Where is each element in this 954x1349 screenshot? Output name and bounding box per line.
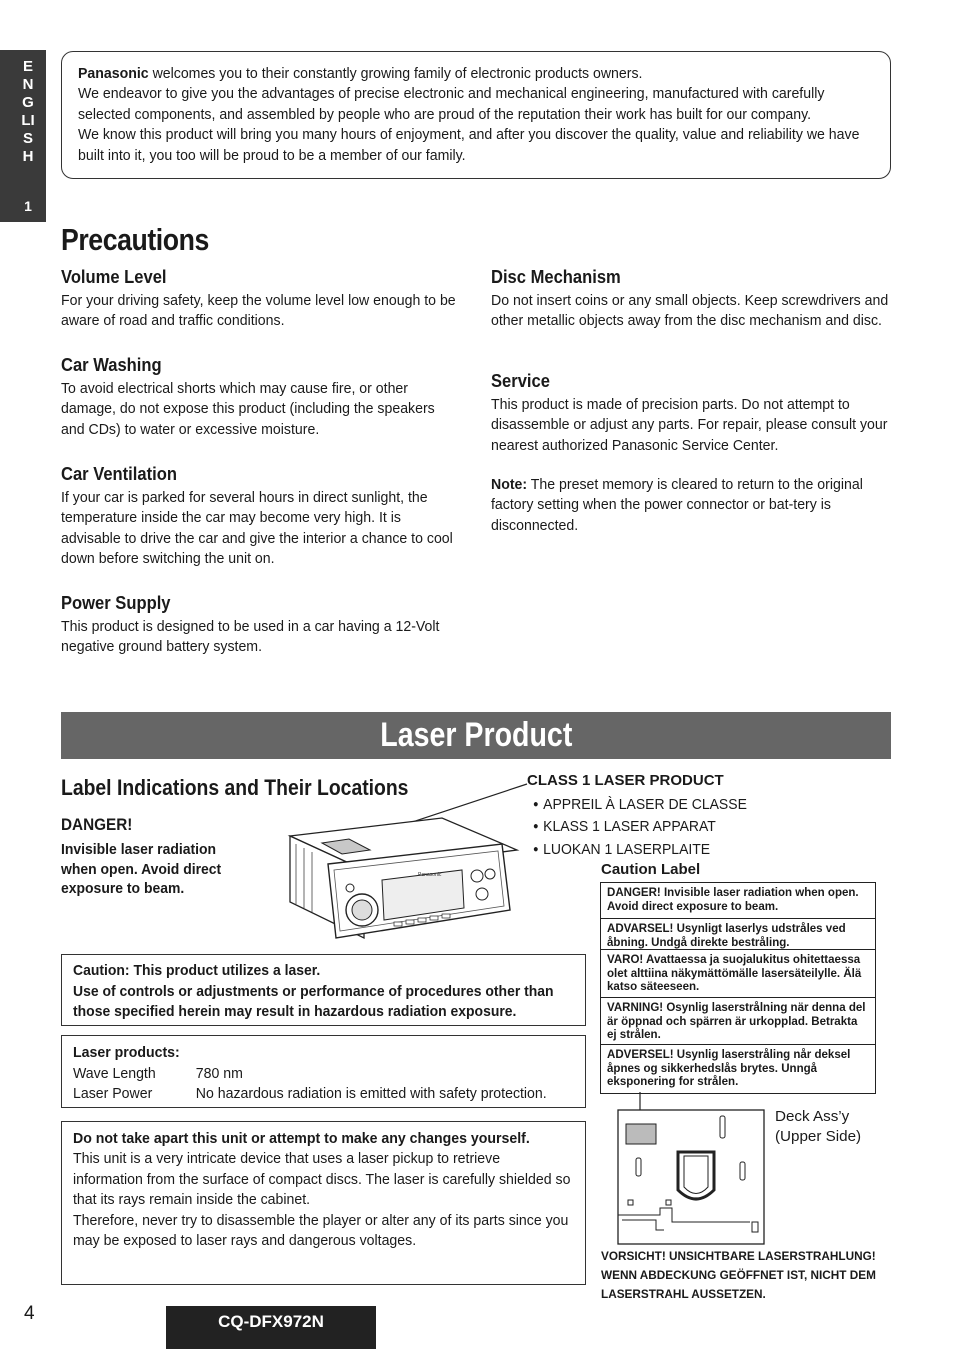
- caution-row-text: VARNING! Osynlig laserstrålning när denna del är öppnad och spärren är urkopplad. Betrakta ej strålen.: [607, 1000, 866, 1041]
- disassemble-heading: Do not take apart this unit or attempt to make any changes yourself.: [73, 1130, 530, 1147]
- danger-heading: DANGER!: [61, 815, 133, 834]
- laser-product-title: Laser Product: [379, 716, 573, 754]
- model-number: CQ-DFX972N: [166, 1306, 376, 1349]
- disc-mechanism-text: Do not insert coins or any small objects. Keep screwdrivers and other metallic objects away from the disc mechanism and disc.: [491, 292, 889, 330]
- power-supply-section: [61, 593, 491, 658]
- deck-assy-label-line2: (Upper Side): [775, 1128, 862, 1146]
- class-bullet-item: ● LUOKAN 1 LASERPLAITE: [533, 840, 747, 862]
- caution-row: [601, 950, 875, 998]
- disc-mechanism-heading: Disc Mechanism: [491, 267, 621, 287]
- language-tab-label: ENGLISH: [21, 58, 35, 165]
- laser-caution-line1: Caution: This product utilizes a laser.: [73, 962, 321, 979]
- car-washing-text: To avoid electrical shorts which may cause fire, or other damage, do not expose this product (including the speakers and CDs) to water or excessive moisture.: [61, 380, 435, 438]
- class-bullet-item: ● KLASS 1 LASER APPARAT: [533, 817, 747, 839]
- vorsicht-line1: VORSICHT! UNSICHTBARE LASERSTRAHLUNG!: [601, 1249, 876, 1263]
- service-heading: Service: [491, 371, 550, 391]
- caution-row-text: ADVARSEL! Usynligt laserlys udstråles ved åbning. Undgå direkte bestråling.: [607, 921, 846, 949]
- caution-row: [601, 998, 875, 1045]
- intro-brand: Panasonic: [78, 65, 149, 82]
- language-tab: [0, 50, 46, 222]
- unit-brand-text: Panasonic: [418, 872, 442, 878]
- caution-row: [601, 883, 875, 919]
- intro-line2: We endeavor to give you the advantages of precise electronic and mechanical engineering, manufactured with carefully selected components, and assembled by people who are proud of the reputation their work has built for our company.: [78, 85, 825, 123]
- caution-row-text: DANGER! Invisible laser radiation when open. Avoid direct exposure to beam.: [607, 885, 859, 913]
- caution-label-heading: Caution Label: [601, 861, 701, 878]
- deck-laser-label: [626, 1124, 656, 1144]
- section-number: 1: [24, 198, 32, 214]
- laser-power-label: Laser Power: [73, 1085, 153, 1102]
- page-number: 4: [24, 1303, 35, 1324]
- vorsicht-warning: [601, 1247, 876, 1304]
- danger-text: Invisible laser radiation when open. Avoid direct exposure to beam.: [61, 841, 222, 897]
- note-section: [491, 475, 921, 536]
- laser-product-banner: [61, 712, 891, 759]
- intro-box: [61, 51, 891, 179]
- wave-length-label: Wave Length: [73, 1064, 156, 1082]
- car-ventilation-heading: Car Ventilation: [61, 464, 177, 484]
- deck-assy-label-line1: Deck Ass’y: [775, 1108, 850, 1125]
- label-indications-heading: Label Indications and Their Locations: [61, 775, 409, 800]
- service-text: This product is made of precision parts. Do not attempt to disassemble or adjust any parts. For repair, please consult your nearest authorized Panasonic Service Center.: [491, 396, 888, 454]
- caution-row-text: ADVERSEL! Usynlig laserstråling når deksel åpnes og sikkerhedslås brytes. Unngå eksponering for strålen.: [607, 1047, 851, 1088]
- wave-length-value: 780 nm: [195, 1064, 243, 1082]
- class-bullet-list: [533, 795, 747, 862]
- class-bullet-item: ● APPREIL À LASER DE CLASSE: [533, 795, 747, 817]
- service-section: [491, 371, 921, 456]
- car-ventilation-section: [61, 464, 491, 570]
- disassemble-text1: This unit is a very intricate device that uses a laser pickup to retrieve information from the surface of compact discs. The laser is carefully shielded so that its rays remain inside the cabinet.: [73, 1150, 571, 1209]
- deck-assembly-diagram: [600, 1090, 770, 1246]
- intro-line1: welcomes you to their constantly growing family of electronic products owners.: [148, 65, 643, 82]
- laser-products-heading: Laser products:: [73, 1044, 180, 1061]
- do-not-disassemble-box: [61, 1121, 586, 1285]
- car-washing-section: [61, 355, 491, 440]
- laser-products-box: [61, 1035, 586, 1108]
- vorsicht-line2: WENN ABDECKUNG GEÖFFNET IST, NICHT DEM: [601, 1268, 876, 1282]
- laser-caution-line2: Use of controls or adjustments or performance of procedures other than those specified herein may result in hazardous radiation exposure.: [73, 982, 554, 1020]
- car-washing-heading: Car Washing: [61, 355, 162, 375]
- car-audio-unit-illustration: [282, 770, 532, 945]
- volume-level-text: For your driving safety, keep the volume level low enough to be aware of road and traffic conditions.: [61, 292, 456, 330]
- disassemble-text2: Therefore, never try to disassemble the player or alter any of its parts since you may be exposed to laser rays and dangerous voltages.: [73, 1211, 569, 1250]
- vorsicht-line3: LASERSTRAHL AUSSETZEN.: [601, 1287, 766, 1301]
- car-ventilation-text: If your car is parked for several hours in direct sunlight, the temperature inside the car may become very high. It is advisable to drive the car and give the interior a chance to cool down before switching the unit on.: [61, 489, 453, 568]
- precautions-title: Precautions: [61, 222, 209, 257]
- caution-row-text: VARO! Avattaessa ja suojalukitus ohitettaessa olet alttiina näkymättömälle lasersäteilylle. Älä katso säteeseen.: [607, 952, 862, 993]
- caution-row: [601, 919, 875, 950]
- power-supply-heading: Power Supply: [61, 593, 171, 613]
- volume-level-section: [61, 267, 491, 332]
- note-label: Note:: [491, 476, 528, 493]
- disc-mechanism-section: [491, 267, 921, 332]
- volume-level-heading: Volume Level: [61, 267, 167, 287]
- note-text: The preset memory is cleared to return to the original factory setting when the power connector or bat-tery is disconnected.: [491, 476, 863, 534]
- intro-line3: We know this product will bring you many hours of enjoyment, and after you discover the quality, value and reliability we have built into it, you too will be proud to be a member of our family.: [78, 126, 860, 164]
- power-supply-text: This product is designed to be used in a car having a 12-Volt negative ground battery system.: [61, 618, 440, 656]
- laser-power-value: No hazardous radiation is emitted with safety protection.: [195, 1085, 547, 1102]
- class1-laser-product: CLASS 1 LASER PRODUCT: [527, 772, 724, 789]
- laser-caution-box: [61, 954, 586, 1026]
- deck-assy-label: [775, 1107, 861, 1148]
- caution-row: [601, 1045, 875, 1093]
- caution-label-table: [600, 882, 876, 1094]
